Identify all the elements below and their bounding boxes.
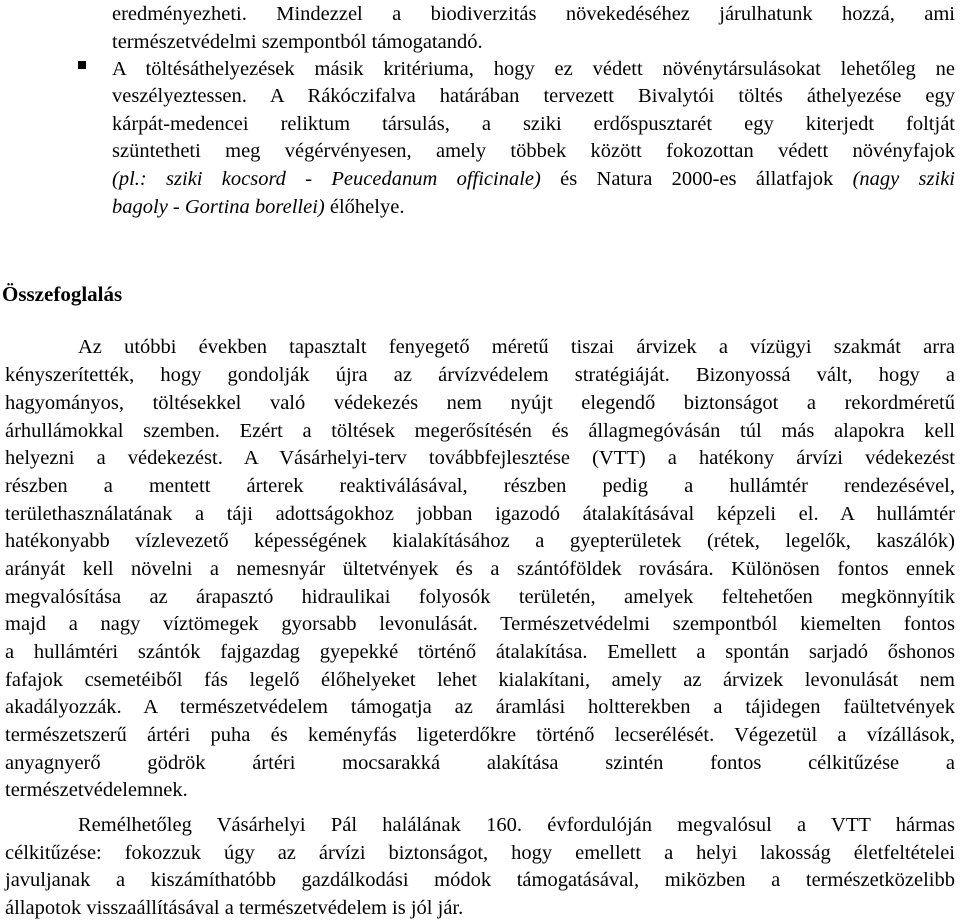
paragraph-line: fafajok csemetéiből fás legelő élőhelyeket lehet kialakítani, amely az árvizek levonulását nem: [5, 669, 955, 691]
paragraph-line: javuljanak a kiszámíthatóbb gazdálkodási módok támogatásával, miközben a természetközelibb: [5, 869, 955, 891]
paragraph-line: hatékonyabb vízlevezető képességének kialakításához a gyepterületek (rétek, legelők, kaszálók): [5, 530, 955, 552]
paragraph-line: arányát kell növelni a nemesnyár ültetvények és a szántóföldek rovására. Különösen fontos ennek: [5, 558, 955, 580]
paragraph-line: hagyományos, töltésekkel való védekezés nem nyújt elegendő biztonságot a rekordméretű: [5, 392, 955, 414]
bullet-text-line: [112, 193, 404, 221]
species-name-italic: (pl.: sziki kocsord - Peucedanum officinale): [112, 168, 541, 190]
paragraph-line: állapotok visszaállításával a természetvédelem is jól jár.: [5, 897, 464, 919]
bullet-text-fragment: és Natura 2000-es állatfajok: [540, 168, 853, 190]
paragraph-line: akadályozzák. A természetvédelem támogatja az áramlási holtterekben a tájidegen faültetvények: [5, 696, 955, 718]
paragraph-line: helyezni a védekezést. A Vásárhelyi-terv továbbfejlesztése (VTT) a hatékony árvízi védekezést: [5, 447, 955, 469]
section-heading: Összefoglalás: [2, 282, 123, 306]
paragraph-line: Remélhetőleg Vásárhelyi Pál halálának 160. évfordulóján megvalósul a VTT hármas: [78, 814, 955, 836]
paragraph-line: természetvédelemnek.: [5, 779, 188, 801]
bullet-text-line: szüntetheti meg végérvényesen, amely többek között fokozottan védett növényfajok: [112, 140, 955, 162]
paragraph-line: majd a nagy víztömegek gyorsabb levonulását. Természetvédelmi szempontból kiemelten fontos: [5, 613, 955, 635]
bullet-square-icon: [78, 61, 86, 69]
bullet-text-fragment: élőhelye.: [324, 196, 405, 218]
paragraph-line: árhullámokkal szemben. Ezért a töltések megerősítésén és állagmegóvásán túl más alapokra kell: [5, 420, 955, 442]
paragraph-line: anyagnyerő gödrök ártéri mocsarakká alakítása szintén fontos célkitűzése a: [5, 752, 955, 774]
paragraph-line: természetszerű ártéri puha és keményfás ligeterdőkre történő lecserélését. Végezetül a vízállások,: [5, 724, 955, 746]
bullet-text-line: természetvédelmi szempontból támogatandó.: [112, 31, 483, 53]
paragraph-line: célkitűzése: fokozzuk úgy az árvízi biztonságot, hogy emellett a helyi lakosság életfeltételei: [5, 842, 955, 864]
paragraph-line: a hullámtéri szántók fajgazdag gyepekké történő átalakítása. Emellett a spontán sarjadó őshonos: [5, 641, 955, 663]
bullet-text-line: eredményezheti. Mindezzel a biodiverzitás növekedéséhez járulhatunk hozzá, ami: [112, 3, 955, 25]
bullet-text-line: A töltésáthelyezések másik kritériuma, hogy ez védett növénytársulásokat lehetőleg ne: [112, 58, 955, 80]
paragraph-line: Az utóbbi években tapasztalt fenyegető méretű tiszai árvizek a vízügyi szakmát arra: [78, 336, 955, 358]
species-name-italic: bagoly - Gortina borellei): [112, 196, 325, 218]
paragraph-line: megvalósítása az árapasztó hidraulikai folyosók területén, amelyek feltehetően megkönnyítik: [5, 586, 955, 608]
paragraph-line: kényszerítették, hogy gondolják újra az árvízvédelem stratégiáját. Bizonyossá vált, hogy a: [5, 364, 955, 386]
bullet-text-line: veszélyeztessen. A Rákóczifalva határában tervezett Bivalytói töltés áthelyezése egy: [112, 85, 955, 107]
paragraph-line: részben a mentett árterek reaktiválásával, részben pedig a hullámtér rendezésével,: [5, 475, 955, 497]
bullet-text-line: [112, 165, 955, 193]
bullet-text-line: kárpát-medencei reliktum társulás, a sziki erdőspusztarét egy kiterjedt foltját: [112, 113, 955, 135]
paragraph-line: területhasználatának a táji adottságokhoz jobban igazodó átalakításával képzeli el. A hullámtér: [5, 503, 955, 525]
species-name-italic: (nagy sziki: [852, 168, 955, 190]
